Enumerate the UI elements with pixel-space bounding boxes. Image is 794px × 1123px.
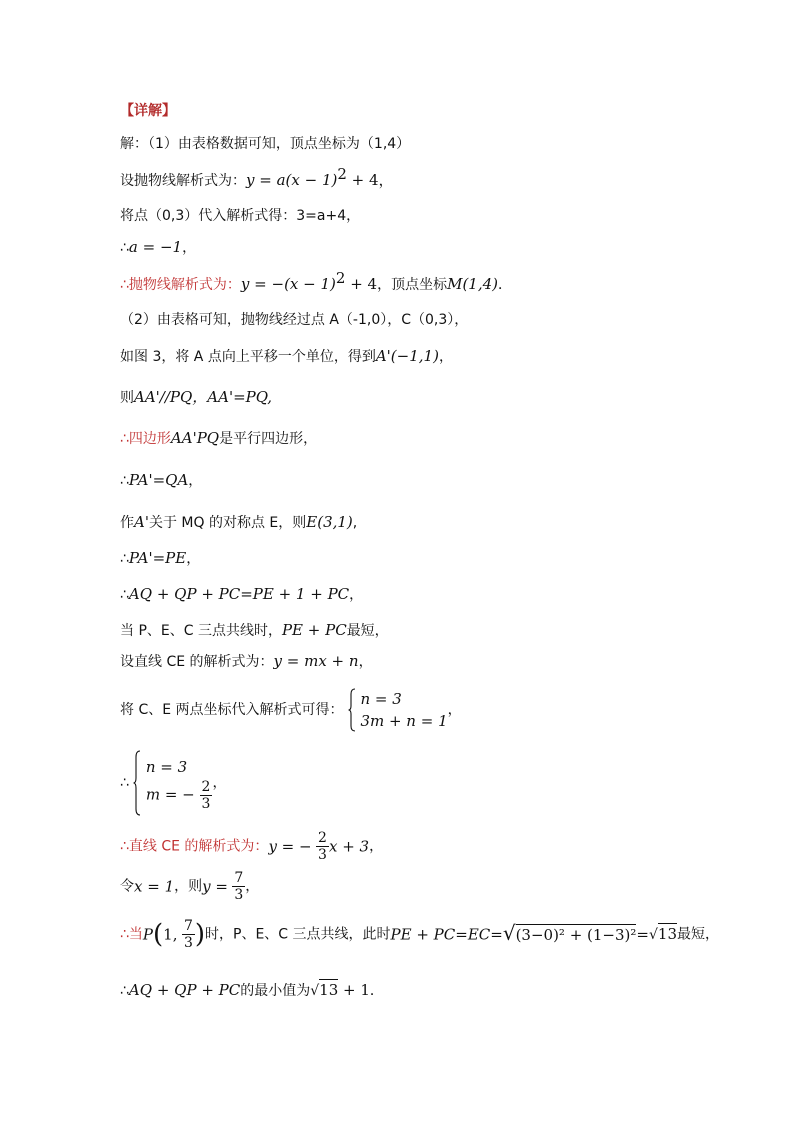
solution-line-7 bbox=[120, 346, 453, 367]
formula: E(3,1) bbox=[306, 513, 353, 531]
solution-line-5 bbox=[120, 269, 513, 295]
system-row-2: 3m + n = 1 bbox=[360, 712, 448, 730]
therefore: ∴ bbox=[120, 587, 129, 603]
formula: y = − bbox=[268, 837, 312, 856]
formula-tail: + 1 bbox=[338, 981, 370, 999]
solution-line-1: 解：（1）由表格数据可知，顶点坐标为（1,4） bbox=[120, 136, 411, 152]
fraction bbox=[182, 918, 195, 951]
formula: a = −1 bbox=[128, 238, 183, 256]
therefore: ∴ bbox=[120, 240, 129, 256]
therefore: ∴ bbox=[120, 775, 129, 791]
text: 作 bbox=[120, 515, 134, 531]
denominator: 3 bbox=[234, 887, 244, 903]
solution-line-3: 将点（0,3）代入解析式得：3=a+4， bbox=[120, 208, 361, 224]
formula: PE + PC bbox=[281, 621, 347, 639]
text: 令 bbox=[120, 878, 134, 895]
point-coord: 1, bbox=[163, 925, 178, 944]
punct: ， bbox=[438, 349, 453, 365]
brace-icon bbox=[348, 688, 356, 732]
punct: ， bbox=[358, 654, 373, 670]
solution-line-10 bbox=[120, 470, 202, 491]
sqrt-expression bbox=[649, 927, 677, 943]
formula: m = − bbox=[145, 785, 195, 803]
radical-icon: √ bbox=[502, 921, 516, 945]
solution-line-15 bbox=[120, 651, 373, 672]
system-row-2 bbox=[146, 779, 213, 812]
equals: = bbox=[636, 925, 649, 944]
punct: ， bbox=[447, 702, 462, 718]
system-rows bbox=[146, 755, 213, 812]
numerator: 7 bbox=[234, 870, 244, 886]
brace-icon bbox=[133, 750, 141, 816]
punct: , bbox=[352, 515, 358, 531]
formula: PA'=QA bbox=[128, 471, 189, 489]
vertex-point: M(1,4) bbox=[447, 275, 499, 293]
equation-system bbox=[133, 750, 212, 816]
sqrt-expression bbox=[502, 921, 637, 945]
solution-line-4 bbox=[120, 237, 196, 258]
paren-left: ( bbox=[153, 919, 164, 950]
solution-line-8 bbox=[120, 387, 272, 408]
formula-tail: + 4， bbox=[346, 171, 394, 189]
highlight-text: ∴直线 CE 的解析式为： bbox=[120, 838, 269, 855]
numerator: 7 bbox=[183, 918, 193, 934]
formula: y = mx + n bbox=[273, 652, 359, 670]
therefore: ∴ bbox=[120, 551, 129, 567]
highlight-text: ∴当 bbox=[120, 926, 143, 943]
formula: y = a(x − 1) bbox=[246, 171, 338, 189]
fraction bbox=[200, 779, 213, 812]
section-heading: 【详解】 bbox=[120, 103, 176, 119]
system-rows bbox=[360, 688, 447, 732]
exponent: 2 bbox=[335, 269, 346, 287]
fraction bbox=[316, 830, 329, 863]
solution-line-6: （2）由表格可知，抛物线经过点 A（-1,0），C（0,3）， bbox=[120, 312, 469, 328]
solution-line-13 bbox=[120, 584, 363, 605]
text: 最短， bbox=[346, 623, 389, 639]
radicand: (3−0)² + (1−3)² bbox=[515, 926, 637, 944]
text: 当 P、E、C 三点共线时， bbox=[120, 623, 282, 639]
text: ，顶点坐标 bbox=[377, 277, 448, 293]
text: 关于 MQ 的对称点 E，则 bbox=[148, 515, 307, 531]
therefore: ∴ bbox=[120, 983, 129, 999]
radicand: 13 bbox=[319, 981, 339, 999]
denominator: 3 bbox=[183, 935, 193, 951]
solution-line-9 bbox=[120, 428, 317, 449]
formula: y = bbox=[202, 877, 228, 896]
formula-tail: + 4 bbox=[345, 275, 378, 293]
text: 如图 3，将 A 点向上平移一个单位，得到 bbox=[120, 349, 376, 365]
radical-icon: √ bbox=[310, 983, 320, 999]
text: 是平行四边形， bbox=[219, 431, 318, 447]
text: 的最小值为 bbox=[240, 983, 311, 999]
text: 将 C、E 两点坐标代入解析式可得： bbox=[120, 702, 344, 718]
solution-line-11 bbox=[120, 512, 357, 533]
formula: AA'//PQ，AA'=PQ, bbox=[134, 388, 273, 406]
solution-line-12 bbox=[120, 548, 200, 569]
formula: AQ + QP + PC bbox=[128, 981, 241, 999]
equation-system bbox=[348, 688, 448, 732]
text: 最短， bbox=[677, 926, 720, 943]
solution-line-21 bbox=[120, 980, 384, 1001]
punct: ， bbox=[212, 775, 227, 791]
formula-tail: x + 3 bbox=[328, 837, 370, 856]
paren-right: ) bbox=[194, 919, 206, 950]
formula: AQ + QP + PC=PE + 1 + PC bbox=[128, 585, 350, 603]
formula: y = −(x − 1) bbox=[240, 275, 336, 293]
punct: ． bbox=[498, 277, 513, 293]
punct: ， bbox=[182, 240, 197, 256]
exponent: 2 bbox=[337, 165, 347, 183]
formula: A'(−1,1) bbox=[375, 347, 439, 365]
radicand: 13 bbox=[657, 925, 678, 943]
punct: ， bbox=[369, 838, 384, 855]
denominator: 3 bbox=[318, 847, 327, 863]
numerator: 2 bbox=[318, 830, 327, 846]
formula: PA'=PE bbox=[128, 549, 187, 567]
solution-line-14 bbox=[120, 620, 389, 641]
solution-line-17 bbox=[120, 750, 226, 816]
punct: ， bbox=[188, 473, 203, 489]
sqrt-expression bbox=[310, 983, 338, 999]
system-row-1: n = 3 bbox=[360, 690, 402, 708]
solution-line-2 bbox=[120, 165, 394, 191]
text: ，则 bbox=[174, 878, 203, 895]
text: 时，P、E、C 三点共线，此时 bbox=[205, 926, 391, 943]
text: 设抛物线解析式为： bbox=[120, 173, 246, 189]
numerator: 2 bbox=[201, 778, 211, 795]
text: 设直线 CE 的解析式为： bbox=[120, 654, 274, 670]
system-row-1: n = 3 bbox=[145, 757, 188, 776]
punct: ． bbox=[369, 983, 384, 999]
formula: PE + PC=EC= bbox=[390, 925, 503, 944]
solution-line-20 bbox=[120, 918, 719, 951]
punct: ， bbox=[186, 551, 201, 567]
solution-line-16 bbox=[120, 688, 462, 732]
punct: ， bbox=[349, 587, 364, 603]
formula: AA'PQ bbox=[170, 429, 220, 447]
highlight-text: ∴四边形 bbox=[120, 431, 171, 447]
denominator: 3 bbox=[201, 795, 211, 812]
solution-line-19 bbox=[120, 870, 259, 903]
highlight-text: ∴抛物线解析式为： bbox=[120, 277, 241, 293]
solution-line-18 bbox=[120, 830, 383, 863]
point-label: P bbox=[142, 925, 154, 944]
formula: x = 1 bbox=[134, 877, 175, 896]
punct: ， bbox=[245, 878, 260, 895]
radical-icon: √ bbox=[649, 927, 658, 943]
text: 则 bbox=[120, 390, 134, 406]
formula: A' bbox=[134, 513, 149, 531]
fraction bbox=[232, 870, 245, 903]
therefore: ∴ bbox=[120, 473, 129, 489]
